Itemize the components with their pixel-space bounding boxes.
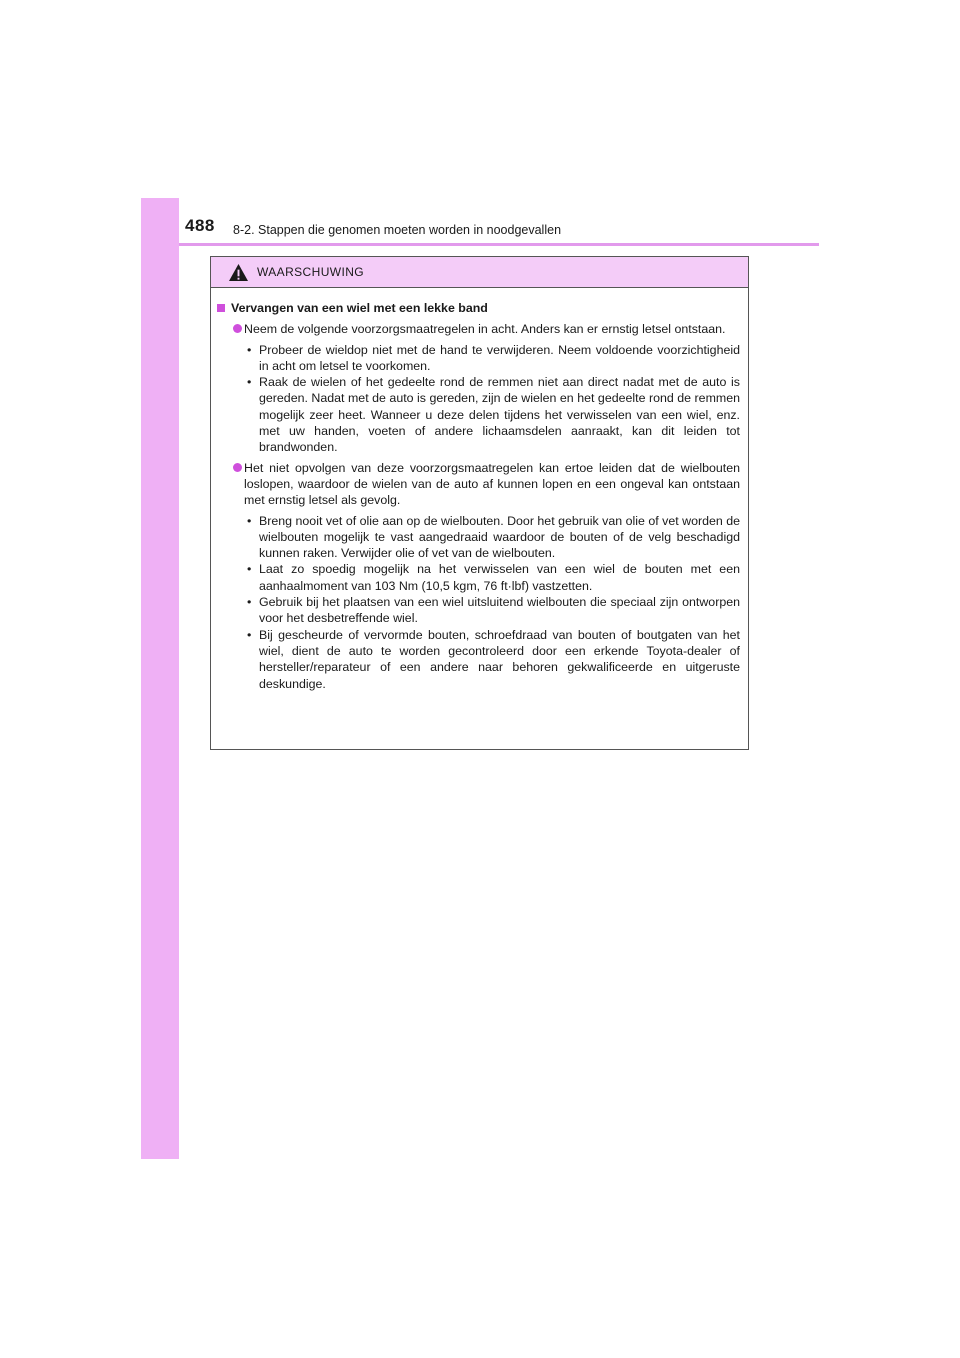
warning-subpoint [244,374,740,455]
warning-box [210,256,749,750]
warning-subpoint-text: Laat zo spoedig mogelijk na het verwisselen van een wiel de bouten met een aanhaalmoment van 103 Nm (10,5 kgm, 76 ft·lbf) vastzetten. [259,562,740,593]
warning-triangle-icon [228,263,249,282]
warning-subpoint-list [217,342,740,456]
warning-subpoint-text: Gebruik bij het plaatsen van een wiel uitsluitend wielbouten die speciaal zijn ontworpen voor het desbetreffende wiel. [259,595,740,626]
dot-bullet-icon: • [247,375,252,390]
warning-subpoint-text: Breng nooit vet of olie aan op de wielbouten. Door het gebruik van olie of vet worden de wielbouten mogelijk te vast aangedraaid waardoor de bouten of de velg beschadigd kunnen raken. Verwijder olie of vet van de wielbouten. [259,513,740,561]
warning-subpoint-text: Bij gescheurde of vervormde bouten, schroefdraad van bouten of boutgaten van het wiel, dient de auto te worden gecontroleerd door een erkende Toyota-dealer of hersteller/reparateur of een andere naar behoren gekwalificeerde en uitgeruste deskundige. [259,627,740,691]
warning-heading [217,300,740,316]
circle-bullet-icon [233,463,242,472]
warning-body [211,288,748,692]
warning-point [217,460,740,509]
dot-bullet-icon: • [247,342,252,357]
warning-subpoint [244,594,740,627]
chapter-side-tab [141,198,179,1159]
warning-label: WAARSCHUWING [257,265,365,279]
warning-subpoint [244,561,740,594]
warning-subpoint [244,627,740,692]
section-title: 8-2. Stappen die genomen moeten worden in noodgevallen [233,223,562,237]
dot-bullet-icon: • [247,513,252,528]
warning-header [211,257,748,288]
dot-bullet-icon: • [247,627,252,642]
warning-point-text: Het niet opvolgen van deze voorzorgsmaatregelen kan ertoe leiden dat de wielbouten loslopen, waardoor de wielen van de auto af kunnen lopen en een ongeval kan ontstaan met ernstig letsel als gevolg. [244,460,740,508]
warning-subpoint [244,342,740,375]
warning-heading-text: Vervangen van een wiel met een lekke band [231,301,488,315]
warning-point [217,321,740,337]
header-divider [179,243,819,246]
warning-point-text: Neem de volgende voorzorgsmaatregelen in acht. Anders kan er ernstig letsel ontstaan. [244,322,726,337]
circle-bullet-icon [233,324,242,333]
square-bullet-icon [217,304,225,312]
warning-subpoint-list [217,513,740,692]
dot-bullet-icon: • [247,595,252,610]
warning-subpoint-text: Raak de wielen of het gedeelte rond de remmen niet aan direct nadat met de auto is gereden. Nadat met de auto is gereden, zijn de wielen en het gedeelte rond de remmen mogelijk zeer heet. Wanneer u deze delen tijdens het verwisselen van een wiel, enz. met uw handen, voeten of andere lichaamsdelen aanraakt, kan dit leiden tot brandwonden. [259,375,740,455]
warning-subpoint-text: Probeer de wieldop niet met de hand te verwijderen. Neem voldoende voorzichtigheid in acht om letsel te voorkomen. [259,342,740,373]
warning-subpoint [244,513,740,562]
dot-bullet-icon: • [247,562,252,577]
page-number: 488 [185,216,215,235]
